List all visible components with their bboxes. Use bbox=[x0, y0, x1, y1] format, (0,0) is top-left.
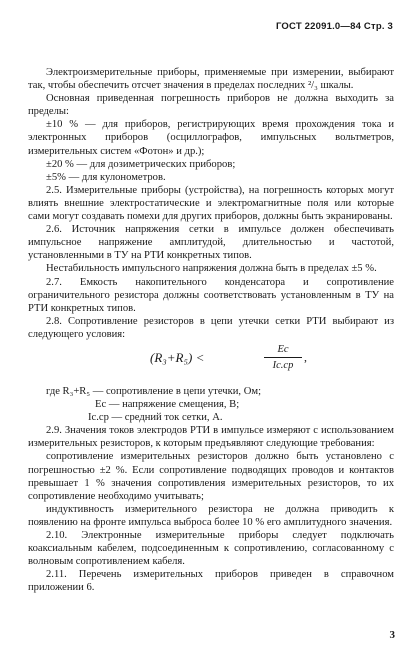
paragraph: Основная приведенная погрешность приборов не должна выходить за пределы: bbox=[28, 93, 394, 118]
legend-line: Iс.ср — средний ток сетки, А. bbox=[88, 412, 223, 424]
paragraph: 2.7. Емкость накопительного конденсатора и сопротивление ограничительного резистора должны соответствовать установленным в ТУ на РТИ конкретных типов. bbox=[28, 276, 394, 314]
formula-numerator: Eс bbox=[264, 343, 302, 358]
page-header: ГОСТ 22091.0—84 Стр. 3 bbox=[275, 21, 393, 32]
paragraph: 2.5. Измерительные приборы (устройства), на погрешность которых могут влиять внешние электростатические и электромагнитные поля или которые сами могут создавать помехи для других приборов, должны быть экранированы. bbox=[28, 184, 394, 223]
paragraph: ±10 % — для приборов, регистрирующих время прохождения тока и электронных приборов (осциллографов, импульсных вольтметров, измерительных систем «Фотон» и др.); bbox=[28, 119, 394, 157]
legend-line: Eс — напряжение смещения, В; bbox=[95, 399, 240, 411]
formula bbox=[28, 343, 394, 381]
paragraph: 2.6. Источник напряжения сетки в импульсе должен обеспечивать импульсное напряжение амплитудой, длительностью и частотой, установленными в ТУ на РТИ конкретных типов. bbox=[28, 224, 394, 262]
paragraph: Электроизмерительные приборы, применяемые при измерении, выбирают так, чтобы обеспечить отсчет значения в пределах последних ²/₃ шкалы. bbox=[28, 67, 394, 92]
paragraph: 2.11. Перечень измерительных приборов приведен в справочном приложении 6. bbox=[28, 569, 394, 594]
paragraph: ±20 % — для дозиметрических приборов; bbox=[46, 158, 236, 170]
formula-denominator: Iс.ср bbox=[272, 360, 294, 372]
paragraph: 2.8. Сопротивление резисторов в цепи утечки сетки РТИ выбирают из следующего условия: bbox=[28, 315, 394, 340]
paragraph: 2.10. Электронные измерительные приборы следует подключать коаксиальным кабелем, подсоединенным к сопротивлению, согласованному с волновым сопротивлением кабеля. bbox=[28, 530, 394, 568]
paragraph: индуктивность измерительного резистора не должна приводить к появлению на фронте импульса выброса более 10 % его амплитудного значения. bbox=[28, 503, 394, 528]
paragraph: Нестабильность импульсного напряжения должна быть в пределах ±5 %. bbox=[46, 263, 377, 275]
formula-fraction bbox=[264, 343, 302, 372]
formula-expression: (R₃+R₅) < bbox=[150, 349, 205, 365]
page-number: 3 bbox=[389, 629, 395, 641]
body-text bbox=[28, 66, 394, 594]
legend-line: где R₃+R₅ — сопротивление в цепи утечки, Ом; bbox=[46, 385, 262, 397]
paragraph: 2.9. Значения токов электродов РТИ в импульсе измеряют с использованием измерительных резисторов, к которым предъявляют следующие требования: bbox=[28, 425, 394, 450]
paragraph: сопротивление измерительных резисторов должно быть установлено с погрешностью ±2 %. Если сопротивление подводящих проводов и контактов превышает 1 % значения сопротивления измерительных резисторов, то их сопротивление необходимо учитывать; bbox=[28, 451, 394, 502]
formula-comma: , bbox=[304, 349, 307, 364]
paragraph: ±5% — для кулонометров. bbox=[46, 171, 166, 183]
